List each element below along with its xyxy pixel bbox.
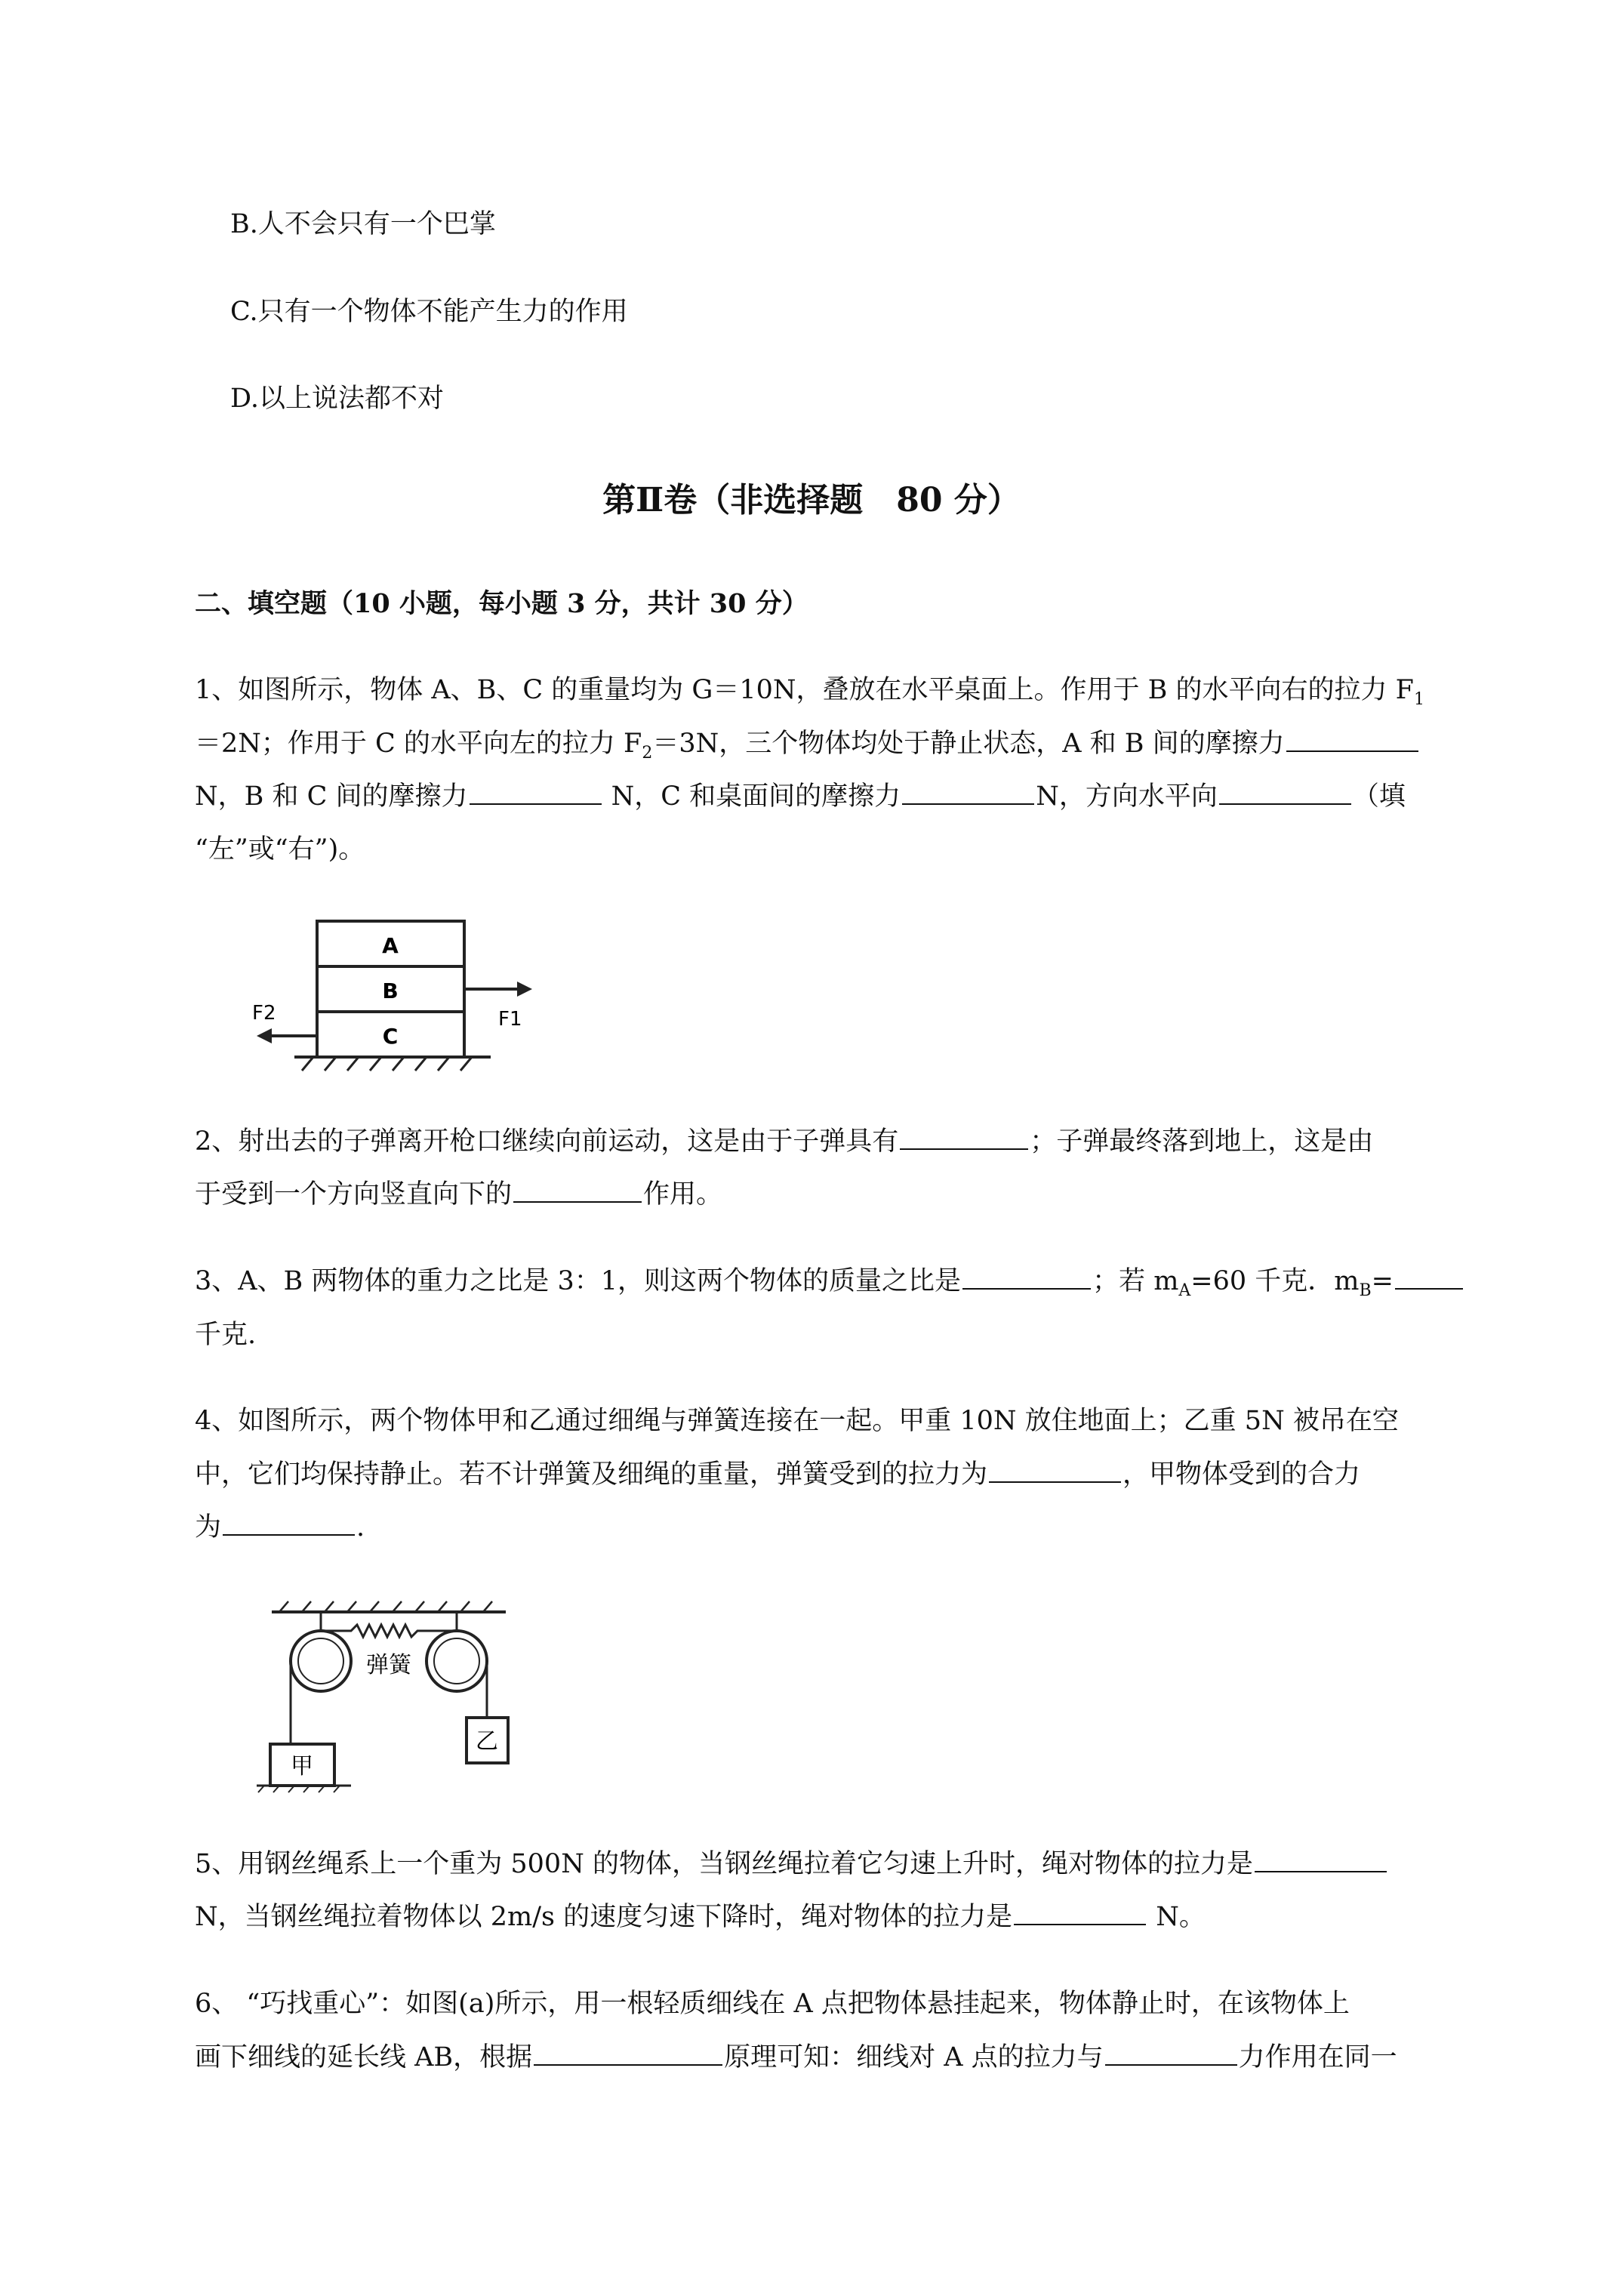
q6-line1: 6、 “巧找重心”：如图(a)所示，用一根轻质细线在 A 点把物体悬挂起来，物体静止时，在该物体上 [195,1989,1350,2019]
answer-blank[interactable] [1286,725,1418,752]
block-a-label: A [382,933,399,958]
answer-blank[interactable] [962,1262,1091,1290]
answer-blank[interactable] [1105,2039,1237,2066]
option-c: C.只有一个物体不能产生力的作用 [230,297,628,327]
q1-line1: 1、如图所示，物体 A、B、C 的重量均为 G＝10N，叠放在水平桌面上。作用于 B 的水平向右的拉力 $F_1$ [195,675,1424,709]
part2-title: 第Ⅱ卷（非选择题 80 分） [602,481,1021,519]
answer-blank[interactable] [900,1123,1028,1150]
q1-line2: ＝2N；作用于 C 的水平向左的拉力 $F_2=3N$，三个物体均处于静止状态，A 和 B 间的摩擦力 [195,725,1420,772]
answer-blank[interactable] [534,2039,722,2066]
object-yi-label: 乙 [476,1728,498,1755]
answer-blank[interactable] [1255,1845,1387,1872]
force-f1-label: F1 [498,1008,522,1031]
spring-label: 弹簧 [366,1652,411,1678]
q5-line1: 5、用钢丝绳系上一个重为 500N 的物体，当钢丝绳拉着它匀速上升时，绳对物体的拉力是 [195,1845,1388,1883]
q2-line1: 2、射出去的子弹离开枪口继续向前运动，这是由于子弹具有 ；子弹最终落到地上，这是由 [195,1123,1373,1160]
answer-blank[interactable] [1219,778,1351,805]
q4-line3: 为 . [195,1509,365,1546]
answer-blank[interactable] [470,778,602,805]
q5-line2: N，当钢丝绳拉着物体以 2m/s 的速度匀速下降时，绳对物体的拉力是 N。 [195,1898,1206,1936]
force-f2-label: F2 [252,1002,276,1025]
q1-line3: N，B 和 C 间的摩擦力 N，C 和桌面间的摩擦力 N，方向水平向 （填 [195,778,1406,815]
block-c-label: C [382,1024,399,1049]
q4-line1: 4、如图所示，两个物体甲和乙通过细绳与弹簧连接在一起。甲重 10N 放住地面上；乙重 5N 被吊在空 [195,1406,1399,1436]
answer-blank[interactable] [902,778,1034,805]
q6-line2: 画下细线的延长线 AB，根据 原理可知：细线对 A 点的拉力与 力作用在同一 [195,2039,1397,2076]
q4-line2: 中，它们均保持静止。若不计弹簧及细绳的重量，弹簧受到的拉力为 ，甲物体受到的合力 [195,1456,1360,1493]
answer-blank[interactable] [1014,1898,1146,1925]
option-d: D.以上说法都不对 [230,384,444,414]
q1-line4: “左”或“右”)。 [195,834,365,864]
object-jia-label: 甲 [291,1753,313,1780]
section-title: 二、填空题（10 小题，每小题 3 分，共计 30 分） [195,588,808,619]
q2-line2: 于受到一个方向竖直向下的 作用。 [195,1176,722,1213]
answer-blank[interactable] [513,1176,642,1203]
option-b: B.人不会只有一个巴掌 [230,209,496,239]
q3-line1: 3、A、B 两物体的重力之比是 3：1，则这两个物体的质量之比是 ；若 $m_A=60$ 千克．$m_B=$ [195,1262,1464,1310]
q3-line2: 千克. [195,1320,257,1350]
q4-figure-pulleys [257,1597,559,1793]
answer-blank[interactable] [223,1509,355,1536]
answer-blank[interactable] [1395,1262,1463,1290]
block-b-label: B [382,978,399,1003]
answer-blank[interactable] [989,1456,1121,1483]
q1-figure-blocks [242,906,544,1080]
